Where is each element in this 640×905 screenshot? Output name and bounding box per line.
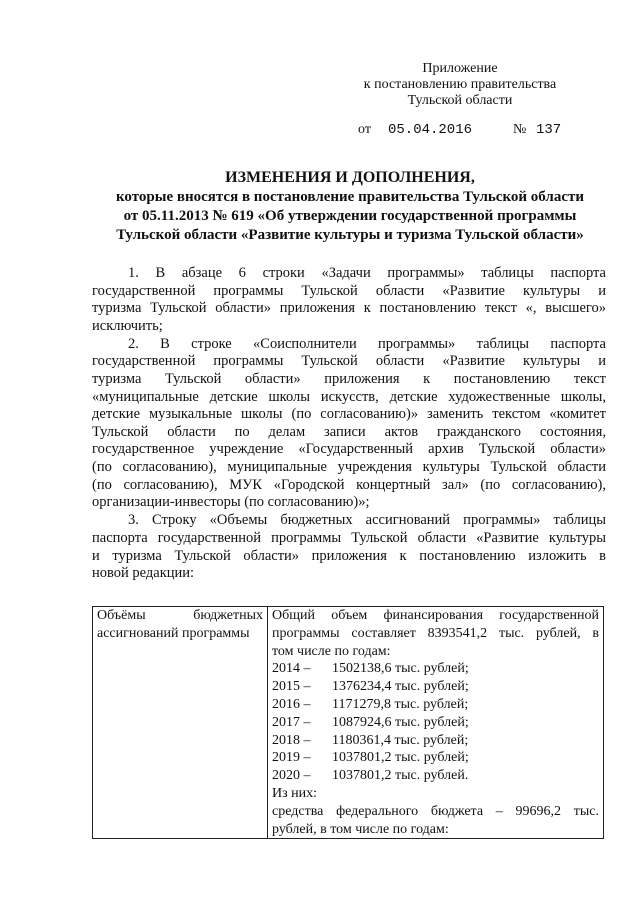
paragraph-line: государственной программы Тульской области «Развитие культуры и (92, 282, 606, 299)
paragraph-line: 2. В строке «Соисполнители программы» таблицы паспорта (128, 335, 606, 352)
year-funding-row (272, 714, 599, 732)
paragraph-line: государственное учреждение «Государственный архив Тульской области» (92, 441, 606, 458)
year-funding-row (272, 732, 599, 750)
decree-from-label: от (358, 122, 371, 137)
table-row (93, 607, 604, 839)
year-funding-row (272, 696, 599, 714)
paragraph-line: детские музыкальные школы (по согласованию)» заменить текстом «комитет (92, 406, 606, 423)
title-line-1: ИЗМЕНЕНИЯ И ДОПОЛНЕНИЯ, (225, 169, 475, 186)
funding-intro-line: том числе по годам: (272, 643, 391, 659)
funding-intro-line: программы составляет 8393541,2 тыс. рублей, в (272, 625, 599, 641)
paragraph-line: (по согласованию), муниципальные учреждения культуры Тульской области (92, 459, 606, 476)
federal-budget-line: средства федерального бюджета – 99696,2 тыс. (272, 803, 599, 819)
paragraph-line: паспорта государственной программы Тульской области «Развитие культуры (92, 529, 606, 546)
year-label: 2014 – (272, 661, 311, 677)
budget-allocations-table (92, 606, 604, 839)
document-title (90, 168, 610, 245)
funding-intro-line: Общий объем финансирования государственной (272, 608, 599, 623)
appendix-header (345, 61, 575, 109)
year-funding-row (272, 660, 599, 678)
paragraph-line: новой редакции: (92, 565, 195, 582)
year-amount: 1376234,4 тыс. рублей; (332, 679, 469, 695)
year-amount: 1087924,6 тыс. рублей; (332, 714, 469, 730)
year-funding-row (272, 767, 599, 785)
year-amount: 1037801,2 тыс. рублей. (332, 768, 469, 784)
year-label: 2018 – (272, 732, 311, 748)
paragraph-line: туризма Тульской области» приложения к постановлению текст (92, 371, 606, 388)
year-amount: 1180361,4 тыс. рублей; (332, 732, 469, 748)
paragraph-2 (92, 336, 606, 512)
title-line-4: Тульской области «Развитие культуры и туризма Тульской области» (116, 227, 584, 243)
paragraph-line: государственной программы Тульской области «Развитие культуры и (92, 353, 606, 370)
year-label: 2019 – (272, 750, 311, 766)
year-amount: 1171279,8 тыс. рублей; (332, 696, 469, 712)
year-funding-row (272, 678, 599, 696)
paragraph-line: «муниципальные детские школы искусств, детские художественные школы, (92, 388, 606, 405)
table-row-header-cell (93, 607, 268, 839)
row-header-line: Объёмы бюджетных (97, 608, 263, 623)
paragraph-line: Тульской области по делам записи актов гражданского состояния, (92, 423, 606, 440)
paragraph-line: организации-инвесторы (по согласованию)»; (92, 494, 370, 511)
year-amount: 1502138,6 тыс. рублей; (332, 661, 469, 677)
table-value-cell (268, 607, 604, 839)
row-header-line: ассигнований программы (97, 625, 250, 641)
year-label: 2016 – (272, 696, 311, 712)
year-label: 2017 – (272, 714, 311, 730)
paragraph-line: (по согласованию), МУК «Городской концертный зал» (по согласованию), (92, 476, 606, 493)
appendix-line-2: к постановлению правительства (363, 77, 557, 92)
decree-date: 05.04.2016 (388, 122, 473, 138)
appendix-line-1: Приложение (422, 61, 498, 76)
year-label: 2015 – (272, 679, 311, 695)
of-them-label: Из них: (272, 785, 318, 801)
paragraph-1 (92, 265, 606, 335)
paragraph-line: 1. В абзаце 6 строки «Задачи программы» таблицы паспорта (128, 265, 606, 281)
body-text (92, 265, 606, 583)
decree-number-sign: № (513, 122, 527, 137)
paragraph-3 (92, 512, 606, 582)
year-label: 2020 – (272, 768, 311, 784)
paragraph-line: исключить; (92, 317, 163, 334)
appendix-line-3: Тульской области (407, 93, 513, 108)
year-amount: 1037801,2 тыс. рублей; (332, 750, 469, 766)
title-line-2: которые вносятся в постановление правительства Тульской области (115, 189, 585, 205)
decree-number: 137 (536, 122, 562, 138)
paragraph-line: и туризма Тульской области» приложения к постановлению изложить в (92, 547, 606, 564)
title-line-3: от 05.11.2013 № 619 «Об утверждении государственной программы (123, 208, 577, 224)
paragraph-line: туризма Тульской области» приложения к постановлению текст «, высшего» (92, 300, 606, 317)
paragraph-line: 3. Строку «Объемы бюджетных ассигнований программы» таблицы (128, 512, 606, 529)
year-funding-row (272, 749, 599, 767)
federal-budget-line: рублей, в том числе по годам: (272, 821, 449, 837)
